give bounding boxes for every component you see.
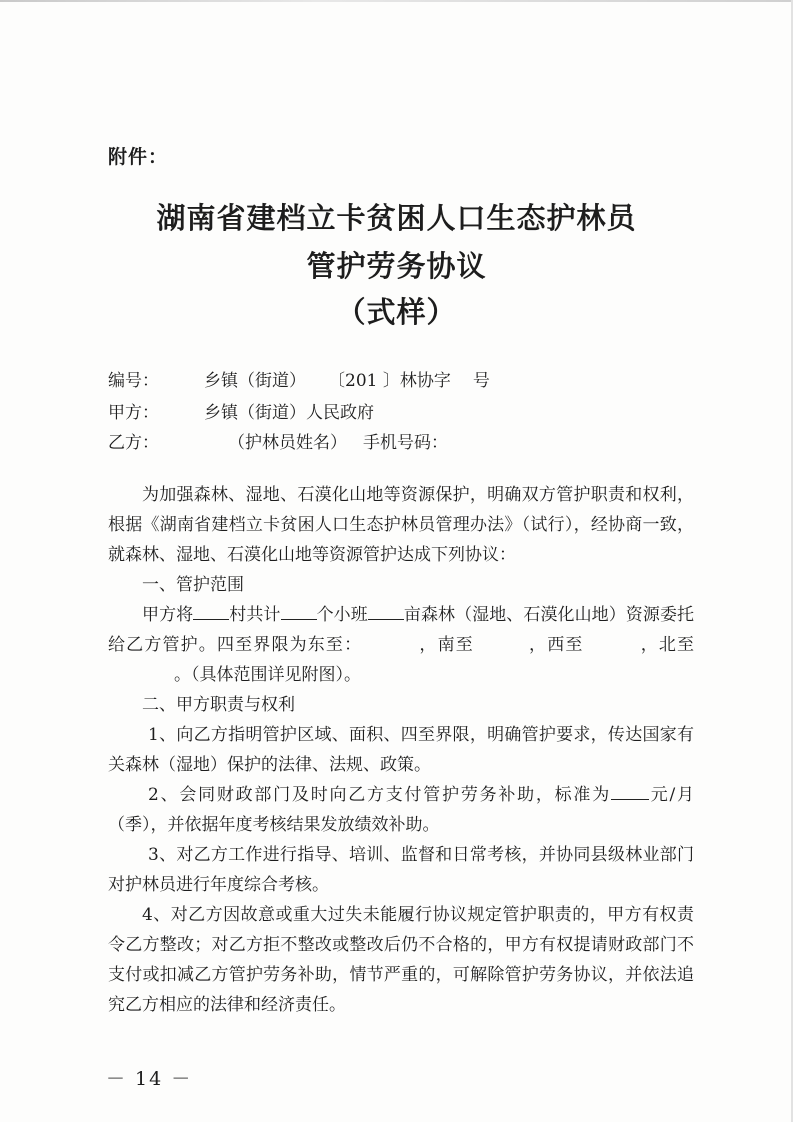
scope-text-6: ，西至 xyxy=(527,635,584,655)
page-number: － 14 － xyxy=(106,1068,193,1090)
intro-paragraph: 为加强森林、湿地、石漠化山地等资源保护，明确双方管护职责和权利，根据《湖南省建档立卡贫困人口生态护林员管理办法》（试行），经协商一致，就森林、湿地、石漠化山地等资源管护达成下列协议： xyxy=(108,485,694,565)
number-label: 编号： xyxy=(108,371,159,391)
scope-text-1: 甲方将 xyxy=(142,605,194,625)
document-title-line-2: 管护劳务协议 xyxy=(306,249,487,283)
scope-text-7: ，北至 xyxy=(639,635,695,655)
party-b-name-field: （护林员姓名） xyxy=(228,433,347,453)
party-b-label: 乙方： xyxy=(108,433,159,453)
document-title-line-1: 湖南省建档立卡贫困人口生态护林员 xyxy=(156,201,637,235)
duty-item-1: 1、向乙方指明管护区域、面积、四至界限，明确管护要求，传达国家有关森林（湿地）保护的法律、法规、政策。 xyxy=(108,725,694,775)
duty-item-4: 4、对乙方因故意或重大过失未能履行协议规定管护职责的，甲方有权责令乙方整改；对乙方拒不整改或整改后仍不合格的，甲方有权提请财政部门不支付或扣减乙方管护劳务补助，情节严重的，可解除管护劳务协议，并依法追究乙方相应的法律和经济责任。 xyxy=(108,905,694,1015)
duty-item-2 xyxy=(108,780,694,840)
village-blank xyxy=(193,601,229,620)
party-a-value: 乡镇（街道）人民政府 xyxy=(204,403,374,423)
subsidy-amount-blank xyxy=(611,781,649,800)
section-2-heading: 二、甲方职责与权利 xyxy=(142,695,295,715)
scope-paragraph xyxy=(108,600,694,690)
scope-text-4: 亩森林（湿地、石漠化山地）资源委托给乙方管护。四至界限为东至： xyxy=(108,605,695,655)
number-row xyxy=(108,366,490,391)
duty-item-2-text-2: 元/月（季），并依据年度考核结果发放绩效补助。 xyxy=(108,785,694,835)
duty-item-3: 3、对乙方工作进行指导、培训、监督和日常考核，并协同县级林业部门对护林员进行年度综合考核。 xyxy=(108,845,694,895)
party-a-label: 甲方： xyxy=(108,403,159,423)
number-year-code: 〔201 〕林协字 xyxy=(328,371,451,391)
scope-text-8: 。（具体范围详见附图）。 xyxy=(174,665,361,685)
party-b-phone-field: 手机号码： xyxy=(363,433,448,453)
duty-item-2-text-1: 2、会同财政部门及时向乙方支付管护劳务补助，标准为 xyxy=(148,785,611,805)
scope-text-5: ，南至 xyxy=(418,635,474,655)
count-blank xyxy=(281,601,317,620)
scan-edge-top xyxy=(0,0,793,2)
party-a-row xyxy=(108,398,374,423)
number-township: 乡镇（街道） xyxy=(204,371,306,391)
party-b-row xyxy=(108,428,448,453)
attachment-label: 附件： xyxy=(108,146,169,168)
section-1-heading: 一、管护范围 xyxy=(142,575,244,595)
document-title-sample-note: （式样） xyxy=(336,295,457,329)
scope-text-2: 村共计 xyxy=(229,605,281,625)
scope-text-3: 个小班 xyxy=(316,605,368,625)
area-blank xyxy=(368,601,404,620)
number-suffix: 号 xyxy=(472,371,490,391)
